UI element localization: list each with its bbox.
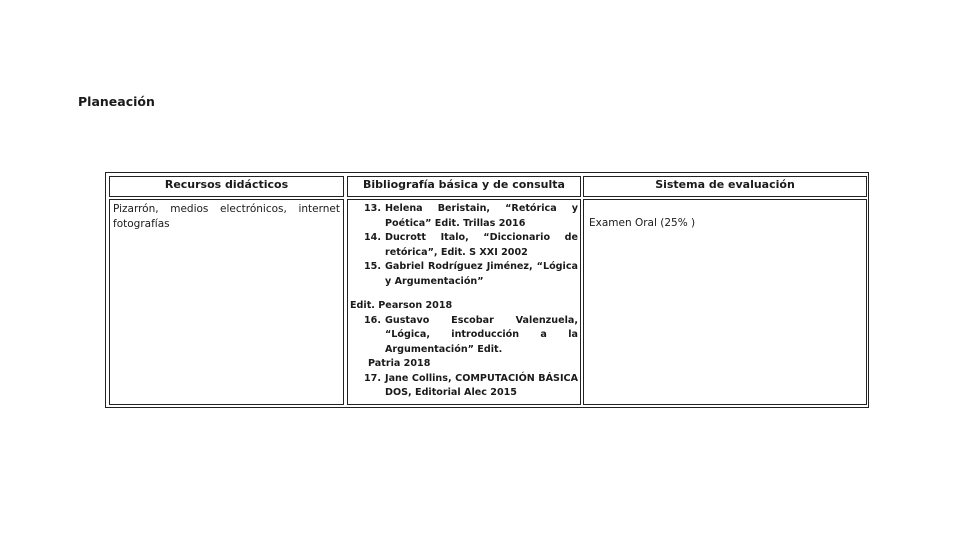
bib-item-17 <box>350 372 578 401</box>
bib-text: Jane Collins, COMPUTACIÓN BÁSICA DOS, Editorial Alec 2015 <box>385 372 578 398</box>
page-title: Planeación <box>78 94 155 109</box>
evaluacion-cell <box>583 199 867 405</box>
bib-item-14 <box>350 231 578 260</box>
bib-num: 14. <box>364 232 381 243</box>
bib-num: 17. <box>364 372 381 384</box>
bib-item-13 <box>350 202 578 231</box>
bib-line-patria: Patria 2018 <box>368 358 431 369</box>
bib-text: Gabriel Rodríguez Jiménez, “Lógica y Argumentación” <box>385 261 578 287</box>
planning-table <box>105 172 869 408</box>
recursos-text: Pizarrón, medios electrónicos, internet fotografías <box>113 203 340 230</box>
bibliografia-cell <box>347 199 581 405</box>
evaluacion-text: Examen Oral (25% ) <box>589 217 696 229</box>
bib-num: 15. <box>364 261 381 272</box>
bib-text: Gustavo Escobar Valenzuela, “Lógica, introducción a la Argumentación” Edit. <box>385 314 578 355</box>
header-bibliografia: Bibliografía básica y de consulta <box>347 176 581 197</box>
recursos-cell <box>109 199 344 405</box>
header-recursos: Recursos didácticos <box>109 176 344 197</box>
bib-num: 16. <box>364 314 381 326</box>
spacer <box>350 289 578 299</box>
bib-line-pearson: Edit. Pearson 2018 <box>350 300 453 311</box>
bib-text: Ducrott Italo, “Diccionario de retórica”, Edit. S XXI 2002 <box>385 232 578 258</box>
bib-num: 13. <box>364 203 381 214</box>
bib-text: Helena Beristain, “Retórica y Poética” Edit. Trillas 2016 <box>385 203 578 229</box>
bib-item-15 <box>350 260 578 289</box>
bib-item-16 <box>350 314 578 358</box>
header-evaluacion: Sistema de evaluación <box>583 176 867 197</box>
